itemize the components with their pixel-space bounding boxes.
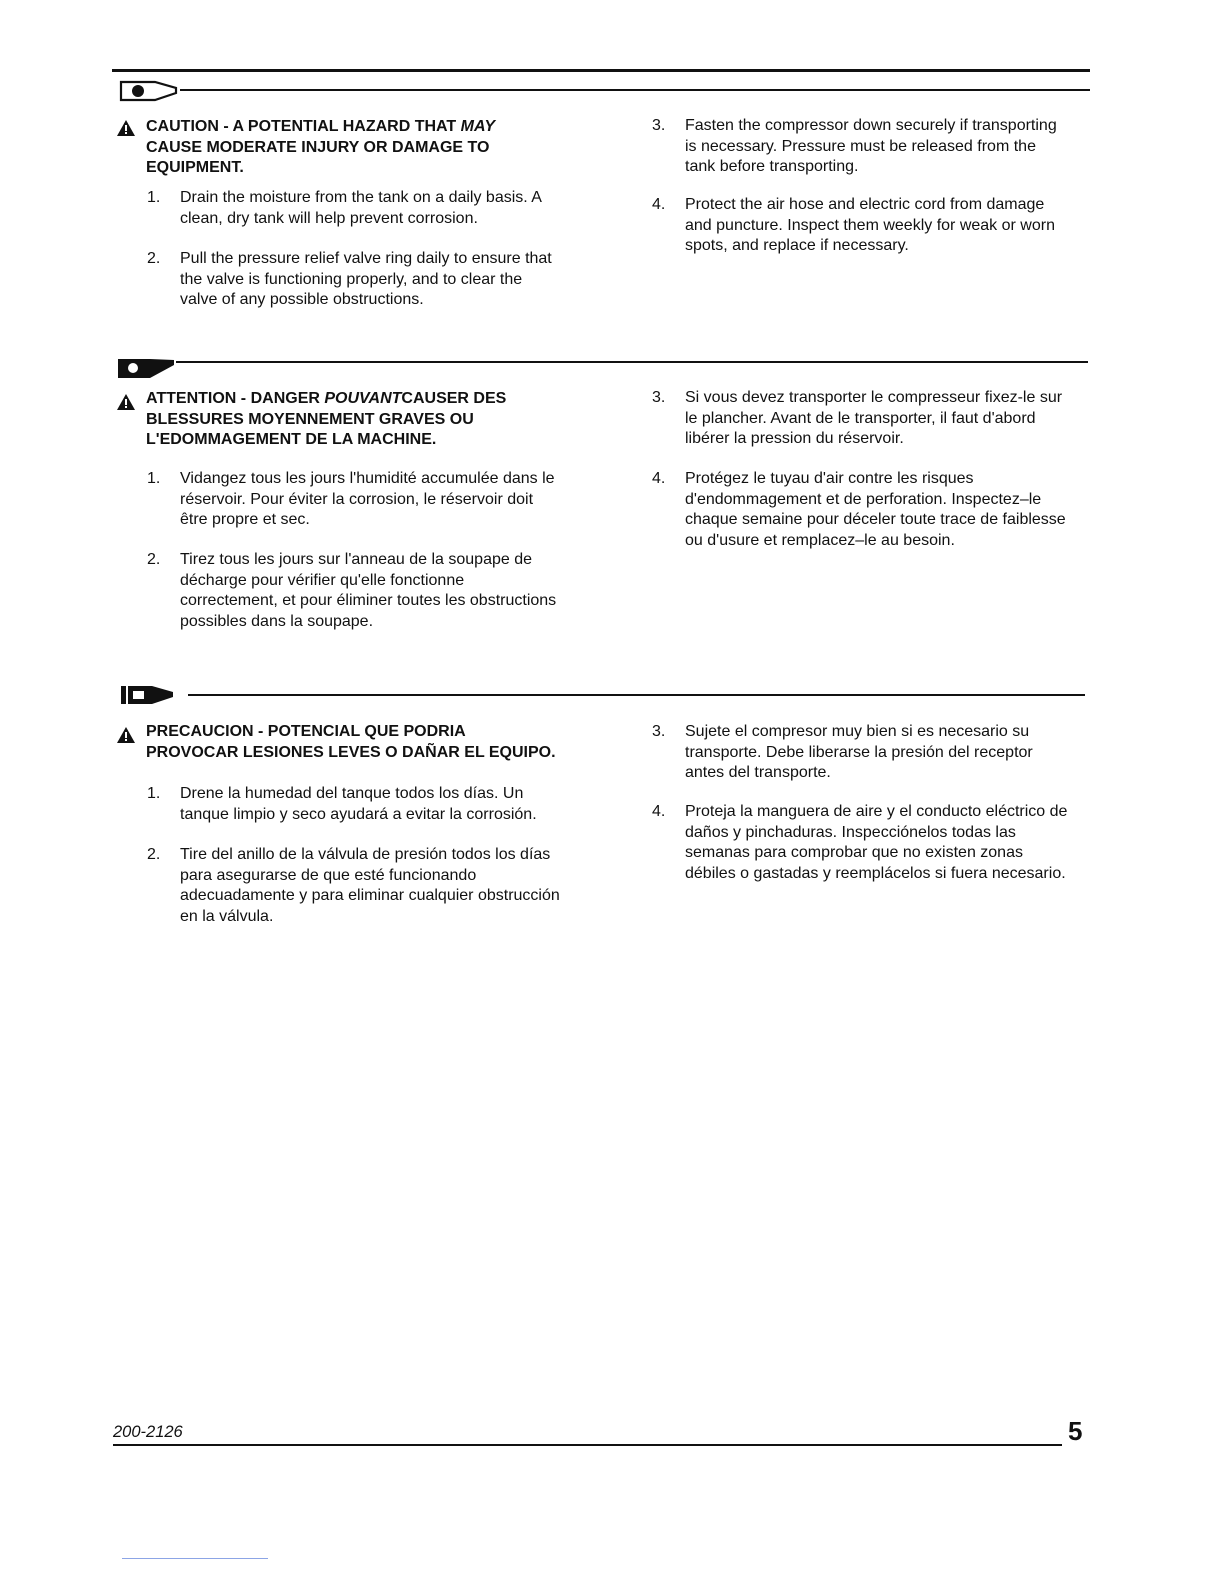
item-text: [685, 195, 1055, 257]
footer-rule: [113, 1444, 1062, 1446]
text-line: daños y pinchaduras. Inspecciónelos todas las: [685, 823, 1016, 841]
list-item: [147, 188, 542, 229]
text-line: transporte. Debe liberarse la presión del receptor: [685, 743, 1033, 761]
text-line: chaque semaine pour déceler toute trace de faiblesse: [685, 511, 1066, 528]
text-line: libérer la pression du réservoir.: [685, 430, 904, 447]
text-line: spots, and replace if necessary.: [685, 237, 909, 254]
text-line: débiles o gastadas y reemplácelos si fuera necesario.: [685, 864, 1066, 882]
text-line: possibles dans la soupape.: [180, 612, 374, 630]
text-line: tank before transporting.: [685, 158, 859, 175]
text-line: tanque limpio y seco ayudará a evitar la corrosión.: [180, 805, 537, 823]
item-number: 3.: [652, 723, 666, 740]
list-item: [147, 550, 556, 632]
text-line: Proteja la manguera de aire y el conducto eléctrico de: [685, 803, 1068, 820]
scan-artifact-line: [122, 1558, 268, 1559]
text-line: décharge pour vérifier qu'elle fonctionne: [180, 571, 465, 589]
section-rule: [180, 89, 1090, 91]
item-number: 2.: [147, 846, 161, 863]
section-rule: [188, 694, 1085, 696]
text-line: clean, dry tank will help prevent corrosion.: [180, 209, 478, 227]
item-text: [180, 188, 542, 229]
item-number: 4.: [652, 470, 666, 487]
section-rule: [176, 361, 1088, 363]
heading-line: EQUIPMENT.: [146, 159, 244, 176]
text-line: Vidangez tous les jours l'humidité accumulée dans le: [180, 470, 555, 487]
heading-line: BLESSURES MOYENNEMENT GRAVES OU: [146, 410, 474, 428]
text-line: Fasten the compressor down securely if transporting: [685, 117, 1057, 134]
top-rule: [112, 69, 1090, 72]
text-line: réservoir. Pour éviter la corrosion, le réservoir doit: [180, 490, 534, 508]
page-number: 5: [1068, 1416, 1083, 1446]
list-item: [652, 469, 1066, 551]
text-line: para asegurarse de que esté funcionando: [180, 866, 477, 884]
item-text: [685, 116, 1057, 178]
item-text: [685, 802, 1067, 884]
precaucion-heading: [146, 722, 556, 763]
item-text: [180, 550, 556, 632]
document-number: 200-2126: [113, 1423, 183, 1441]
heading-line: L'EDOMMAGEMENT DE LA MACHINE.: [146, 431, 437, 448]
text-line: is necessary. Pressure must be released from the: [685, 137, 1036, 155]
list-item: [147, 249, 552, 311]
section-marker-icon: [119, 79, 179, 108]
text-line: Pull the pressure relief valve ring daily to ensure that: [180, 250, 552, 267]
item-text: [685, 469, 1066, 551]
item-number: 2.: [147, 551, 161, 568]
text-line: adecuadamente y para eliminar cualquier obstrucción: [180, 887, 560, 904]
heading-line: CAUSE MODERATE INJURY OR DAMAGE TO: [146, 138, 490, 156]
item-number: 4.: [652, 803, 666, 820]
item-text: [180, 784, 537, 825]
warning-triangle-icon: [116, 393, 136, 416]
text-line: ou d'usure et remplacez–le au besoin.: [685, 531, 955, 549]
warning-triangle-icon: [116, 119, 136, 142]
text-line: antes del transporte.: [685, 764, 831, 781]
text-line: Drain the moisture from the tank on a daily basis. A: [180, 189, 542, 206]
warning-triangle-icon: [116, 726, 136, 749]
list-item: [652, 388, 1062, 450]
text-line: correctement, et pour éliminer toutes les obstructions: [180, 592, 557, 609]
list-item: [652, 802, 1067, 884]
item-number: 4.: [652, 196, 666, 213]
section-marker-icon: [120, 684, 174, 711]
text-line: Si vous devez transporter le compresseur fixez-le sur: [685, 389, 1063, 406]
heading-emphasis: POUVANT: [324, 390, 402, 407]
text-line: semanas para comprobar que no existen zonas: [685, 844, 1023, 861]
heading-line: [146, 389, 506, 410]
text-line: Protect the air hose and electric cord from damage: [685, 196, 1045, 213]
text-line: en la válvula.: [180, 907, 274, 925]
text-line: d'endommagement et de perforation. Inspectez–le: [685, 490, 1042, 508]
section-marker-icon: [117, 356, 175, 385]
text-line: être propre et sec.: [180, 511, 310, 528]
heading-line: PROVOCAR LESIONES LEVES O DAÑAR EL EQUIPO.: [146, 743, 556, 761]
item-text: [685, 388, 1062, 450]
item-number: 1.: [147, 470, 161, 487]
text-line: le plancher. Avant de le transporter, il faut d'abord: [685, 409, 1036, 427]
heading-text: CAUSER DES: [401, 390, 507, 407]
heading-text: CAUTION - A POTENTIAL HAZARD THAT: [146, 118, 461, 135]
item-number: 3.: [652, 389, 666, 406]
text-line: and puncture. Inspect them weekly for weak or worn: [685, 216, 1055, 234]
item-text: [180, 249, 552, 311]
text-line: Protégez le tuyau d'air contre les risques: [685, 470, 974, 487]
text-line: Drene la humedad del tanque todos los días. Un: [180, 785, 524, 802]
text-line: valve of any possible obstructions.: [180, 291, 424, 308]
item-number: 1.: [147, 785, 161, 802]
list-item: [147, 784, 537, 825]
list-item: [652, 722, 1033, 784]
heading-line: [146, 117, 495, 138]
list-item: [147, 845, 560, 927]
caution-heading: [146, 117, 495, 179]
item-number: 2.: [147, 250, 161, 267]
text-line: Tirez tous les jours sur l'anneau de la soupape de: [180, 551, 533, 568]
attention-heading: [146, 389, 506, 451]
list-item: [652, 195, 1055, 257]
item-text: [180, 845, 560, 927]
heading-line: PRECAUCION - POTENCIAL QUE PODRIA: [146, 723, 466, 740]
list-item: [652, 116, 1057, 178]
text-line: Sujete el compresor muy bien si es necesario su: [685, 723, 1030, 740]
heading-text: ATTENTION - DANGER: [146, 390, 325, 407]
item-number: 1.: [147, 189, 161, 206]
item-text: [685, 722, 1033, 784]
text-line: Tire del anillo de la válvula de presión todos los días: [180, 846, 551, 863]
item-text: [180, 469, 555, 531]
heading-emphasis: MAY: [460, 118, 496, 135]
list-item: [147, 469, 555, 531]
text-line: the valve is functioning properly, and to clear the: [180, 270, 523, 288]
item-number: 3.: [652, 117, 666, 134]
